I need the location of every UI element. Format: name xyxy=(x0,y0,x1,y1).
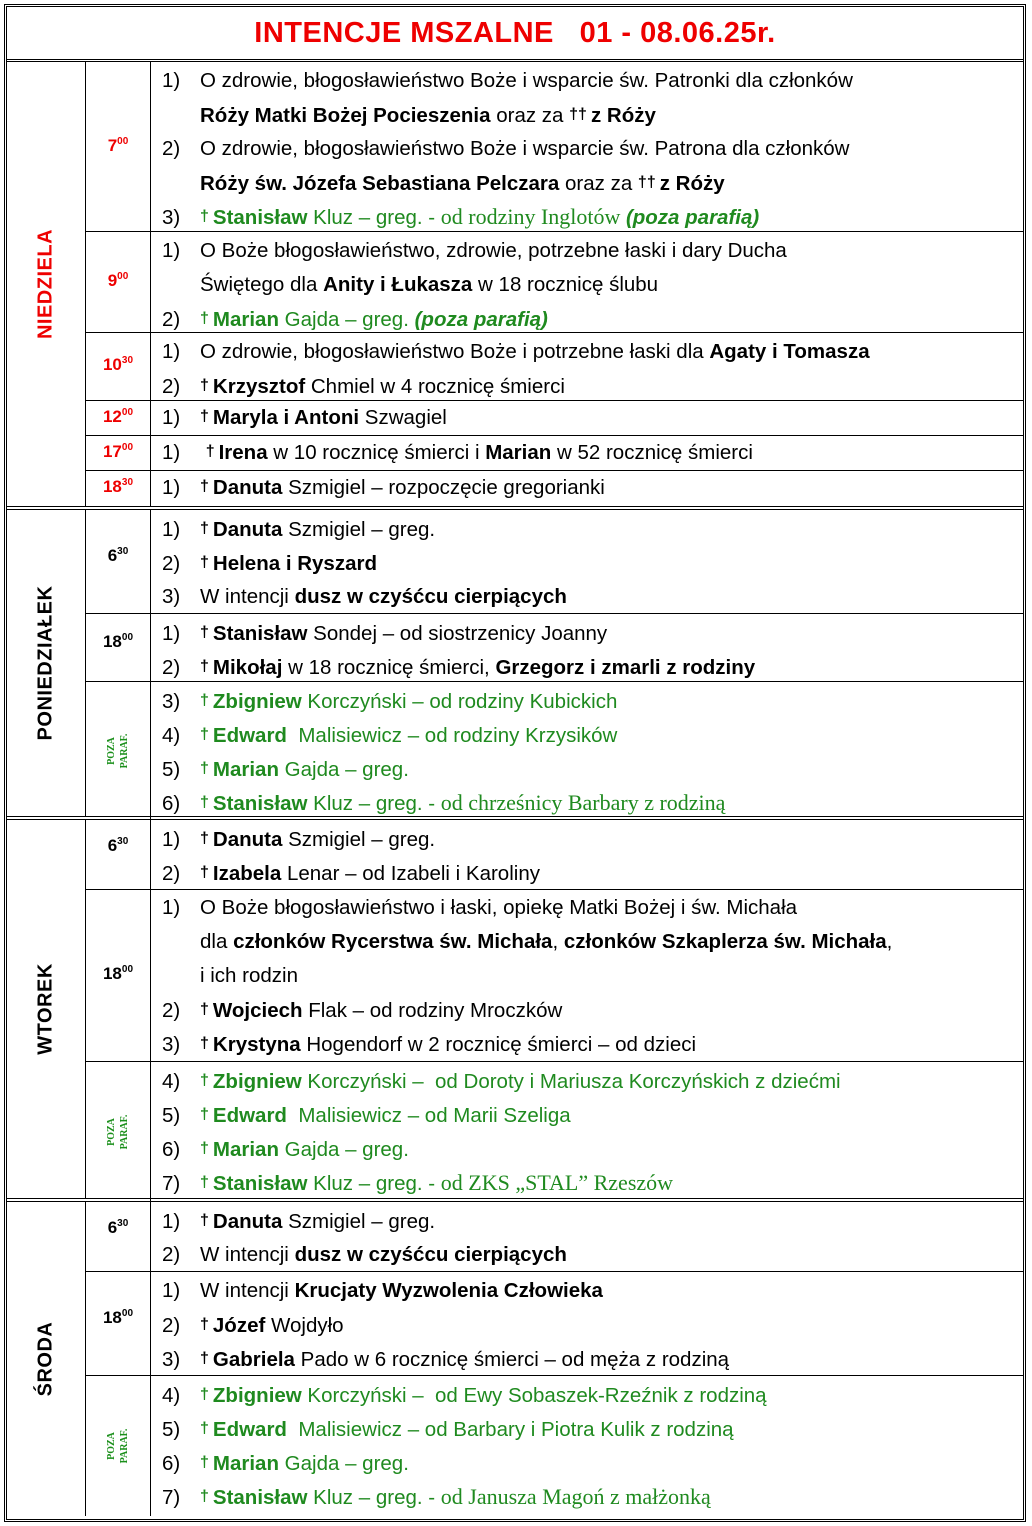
list-item: i ich rodzin xyxy=(200,964,298,987)
mass-time: $18^{00}$ xyxy=(86,890,151,1061)
list-item: 2) † Marian Gajda – greg. (poza parafią) xyxy=(162,308,548,331)
day-poniedzialek xyxy=(7,510,1023,820)
list-item: 5) † Marian Gajda – greg. xyxy=(162,758,409,781)
day-name: WTOREK xyxy=(34,963,57,1055)
day-sroda xyxy=(7,1202,1023,1516)
cross-icon: † xyxy=(200,658,209,675)
mass-slot xyxy=(86,232,1023,333)
cross-icon: † xyxy=(200,310,209,327)
cross-icon: † xyxy=(200,692,209,709)
intentions-list xyxy=(151,820,1023,889)
intentions-list xyxy=(151,1062,1023,1202)
intentions-list xyxy=(151,333,1023,400)
cross-icon: † xyxy=(200,1488,209,1505)
mass-time: $12^{00}$ xyxy=(86,401,151,435)
list-item: Świętego dla Anity i Łukasza w 18 rocznicę ślubu xyxy=(200,273,659,296)
list-item: 3) † Gabriela Pado w 6 rocznicę śmierci – od męża z rodziną xyxy=(162,1348,730,1371)
cross-icon: † xyxy=(200,208,209,225)
list-item: 6) † Marian Gajda – greg. xyxy=(162,1138,409,1161)
mass-slot xyxy=(86,471,1023,506)
mass-time: $18^{30}$ xyxy=(86,471,151,506)
intentions-list xyxy=(151,436,1023,470)
list-item: 1) † Danuta Szmigiel – greg. xyxy=(162,828,436,851)
cross-icon: † xyxy=(200,1106,209,1123)
mass-slot xyxy=(86,614,1023,682)
cross-icon: † xyxy=(200,1001,209,1018)
mass-slot-poza-parafia xyxy=(86,1376,1023,1516)
list-item: 1) O zdrowie, błogosławieństwo Boże i wsparcie św. Patronki dla członków xyxy=(162,69,853,92)
list-item: 7) † Stanisław Kluz – greg. - od ZKS „STAL” Rzeszów xyxy=(162,1170,674,1195)
day-label xyxy=(7,1202,86,1516)
list-item: 3) W intencji dusz w czyśćcu cierpiących xyxy=(162,585,567,608)
intentions-list xyxy=(151,614,1023,681)
cross-icon: † xyxy=(200,760,209,777)
cross-icon: † xyxy=(200,520,209,537)
list-item: 2) † Mikołaj w 18 rocznicę śmierci, Grzegorz i zmarli z rodziny xyxy=(162,656,756,679)
mass-slots xyxy=(86,510,1023,816)
mass-slot xyxy=(86,510,1023,614)
day-label xyxy=(7,510,86,816)
intentions-list xyxy=(151,890,1023,1061)
cross-icon: † xyxy=(200,830,209,847)
list-item: 2) † Józef Wojdyło xyxy=(162,1314,344,1337)
list-item: 2) W intencji dusz w czyśćcu cierpiących xyxy=(162,1243,567,1266)
list-item: 2) † Krzysztof Chmiel w 4 rocznicę śmierci xyxy=(162,375,565,398)
cross-icon: † xyxy=(200,1420,209,1437)
intentions-sheet xyxy=(4,4,1026,1522)
mass-slot xyxy=(86,333,1023,401)
mass-slot xyxy=(86,890,1023,1062)
mass-time: $17^{00}$ xyxy=(86,436,151,470)
cross-icon: † xyxy=(200,1212,209,1229)
cross-icon: † xyxy=(200,1350,209,1367)
list-item: 1) O Boże błogosławieństwo i łaski, opiekę Matki Bożej i św. Michała xyxy=(162,896,798,919)
day-name: NIEDZIELA xyxy=(34,228,57,340)
list-item: 1) † Danuta Szmigiel – greg. xyxy=(162,1210,436,1233)
day-wtorek xyxy=(7,820,1023,1202)
mass-slot xyxy=(86,62,1023,232)
list-item: 2) † Izabela Lenar – od Izabeli i Karoliny xyxy=(162,862,540,885)
cross-icon: † xyxy=(200,554,209,571)
list-item: 3) † Zbigniew Korczyński – od rodziny Kubickich xyxy=(162,690,618,713)
cross-icon: † xyxy=(200,1316,209,1333)
mass-slot xyxy=(86,820,1023,890)
list-item: dla członków Rycerstwa św. Michała, członków Szkaplerza św. Michała, xyxy=(200,930,893,953)
intentions-list xyxy=(151,1272,1023,1375)
intentions-list xyxy=(151,1202,1023,1271)
list-item: 7) † Stanisław Kluz – greg. - od Janusza Magoń z małżonką xyxy=(162,1484,711,1509)
intentions-list xyxy=(151,471,1023,506)
day-name: ŚRODA xyxy=(34,1321,57,1397)
day-name: PONIEDZIAŁEK xyxy=(34,585,57,741)
intentions-list xyxy=(151,62,1023,231)
cross-icon: † xyxy=(200,624,209,641)
intentions-list xyxy=(151,510,1023,613)
day-label xyxy=(7,820,86,1198)
list-item: 6) † Marian Gajda – greg. xyxy=(162,1452,409,1475)
cross-icon: † xyxy=(200,377,209,394)
cross-icon: † xyxy=(200,478,209,495)
cross-icon: † xyxy=(200,1035,209,1052)
mass-time: $7^{00}$ xyxy=(86,62,151,231)
cross-icon: † xyxy=(200,1140,209,1157)
mass-time: $18^{00}$ xyxy=(86,614,151,681)
cross-icon: † xyxy=(200,726,209,743)
list-item: 1) W intencji Krucjaty Wyzwolenia Człowieka xyxy=(162,1279,603,1302)
mass-slot xyxy=(86,1272,1023,1376)
intentions-list xyxy=(151,1376,1023,1516)
mass-slots xyxy=(86,820,1023,1198)
list-item: 1) O Boże błogosławieństwo, zdrowie, potrzebne łaski i dary Ducha xyxy=(162,239,787,262)
cross-icon: † xyxy=(200,1386,209,1403)
list-item: Róży św. Józefa Sebastiana Pelczara oraz za †† z Róży xyxy=(200,172,725,195)
day-label xyxy=(7,62,86,506)
cross-icon: † xyxy=(200,408,209,425)
list-item: 1) † Stanisław Sondej – od siostrzenicy Joanny xyxy=(162,622,608,645)
list-item: 3) † Krystyna Hogendorf w 2 rocznicę śmierci – od dzieci xyxy=(162,1033,697,1056)
mass-slot xyxy=(86,401,1023,436)
cross-icon: † xyxy=(200,1072,209,1089)
list-item: 6) † Stanisław Kluz – greg. - od chrześnicy Barbary z rodziną xyxy=(162,790,726,815)
mass-time: $10^{30}$ xyxy=(86,333,151,400)
list-item: 3) † Stanisław Kluz – greg. - od rodziny Inglotów (poza parafią) xyxy=(162,204,760,229)
cross-icon: † xyxy=(200,864,209,881)
cross-icon: † xyxy=(200,1454,209,1471)
cross-icon: † xyxy=(200,794,209,811)
list-item: 5) † Edward Malisiewicz – od Marii Szeliga xyxy=(162,1104,571,1127)
list-item: 4) † Edward Malisiewicz – od rodziny Krzysików xyxy=(162,724,618,747)
poza-parafia-label: POZA PARAF. xyxy=(86,682,151,820)
list-item: 1) † Maryla i Antoni Szwagiel xyxy=(162,406,447,429)
intentions-list xyxy=(151,682,1023,820)
list-item: Róży Matki Bożej Pocieszenia oraz za †† z Róży xyxy=(200,104,656,127)
page-title: INTENCJE MSZALNE 01 - 08.06.25r. xyxy=(7,7,1023,62)
mass-time: $6^{30}$ xyxy=(86,820,151,889)
list-item: 1) † Irena w 10 rocznicę śmierci i Marian w 52 rocznicę śmierci xyxy=(162,441,753,464)
list-item: 2) † Helena i Ryszard xyxy=(162,552,377,575)
mass-slot-poza-parafia xyxy=(86,682,1023,820)
mass-time: $6^{30}$ xyxy=(86,1202,151,1271)
list-item: 2) † Wojciech Flak – od rodziny Mroczków xyxy=(162,999,563,1022)
cross-icon: † xyxy=(200,1174,209,1191)
cross-icon: † xyxy=(205,443,215,460)
list-item: 4) † Zbigniew Korczyński – od Ewy Sobaszek-Rzeźnik z rodziną xyxy=(162,1384,767,1407)
poza-parafia-label: POZA PARAF. xyxy=(86,1376,151,1516)
day-niedziela xyxy=(7,62,1023,510)
intentions-list xyxy=(151,401,1023,435)
mass-time: $6^{30}$ xyxy=(86,510,151,613)
mass-slot xyxy=(86,1202,1023,1272)
list-item: 5) † Edward Malisiewicz – od Barbary i Piotra Kulik z rodziną xyxy=(162,1418,734,1441)
mass-slots xyxy=(86,1202,1023,1516)
mass-slot-poza-parafia xyxy=(86,1062,1023,1202)
list-item: 1) † Danuta Szmigiel – greg. xyxy=(162,518,436,541)
mass-time: $18^{00}$ xyxy=(86,1272,151,1375)
list-item: 1) † Danuta Szmigiel – rozpoczęcie gregorianki xyxy=(162,476,605,499)
mass-time: $9^{00}$ xyxy=(86,232,151,332)
list-item: 1) O zdrowie, błogosławieństwo Boże i potrzebne łaski dla Agaty i Tomasza xyxy=(162,340,870,363)
mass-slot xyxy=(86,436,1023,471)
list-item: 2) O zdrowie, błogosławieństwo Boże i wsparcie św. Patrona dla członków xyxy=(162,137,850,160)
mass-slots xyxy=(86,62,1023,506)
list-item: 4) † Zbigniew Korczyński – od Doroty i Mariusza Korczyńskich z dziećmi xyxy=(162,1070,841,1093)
intentions-list xyxy=(151,232,1023,332)
poza-parafia-label: POZA PARAF. xyxy=(86,1062,151,1202)
